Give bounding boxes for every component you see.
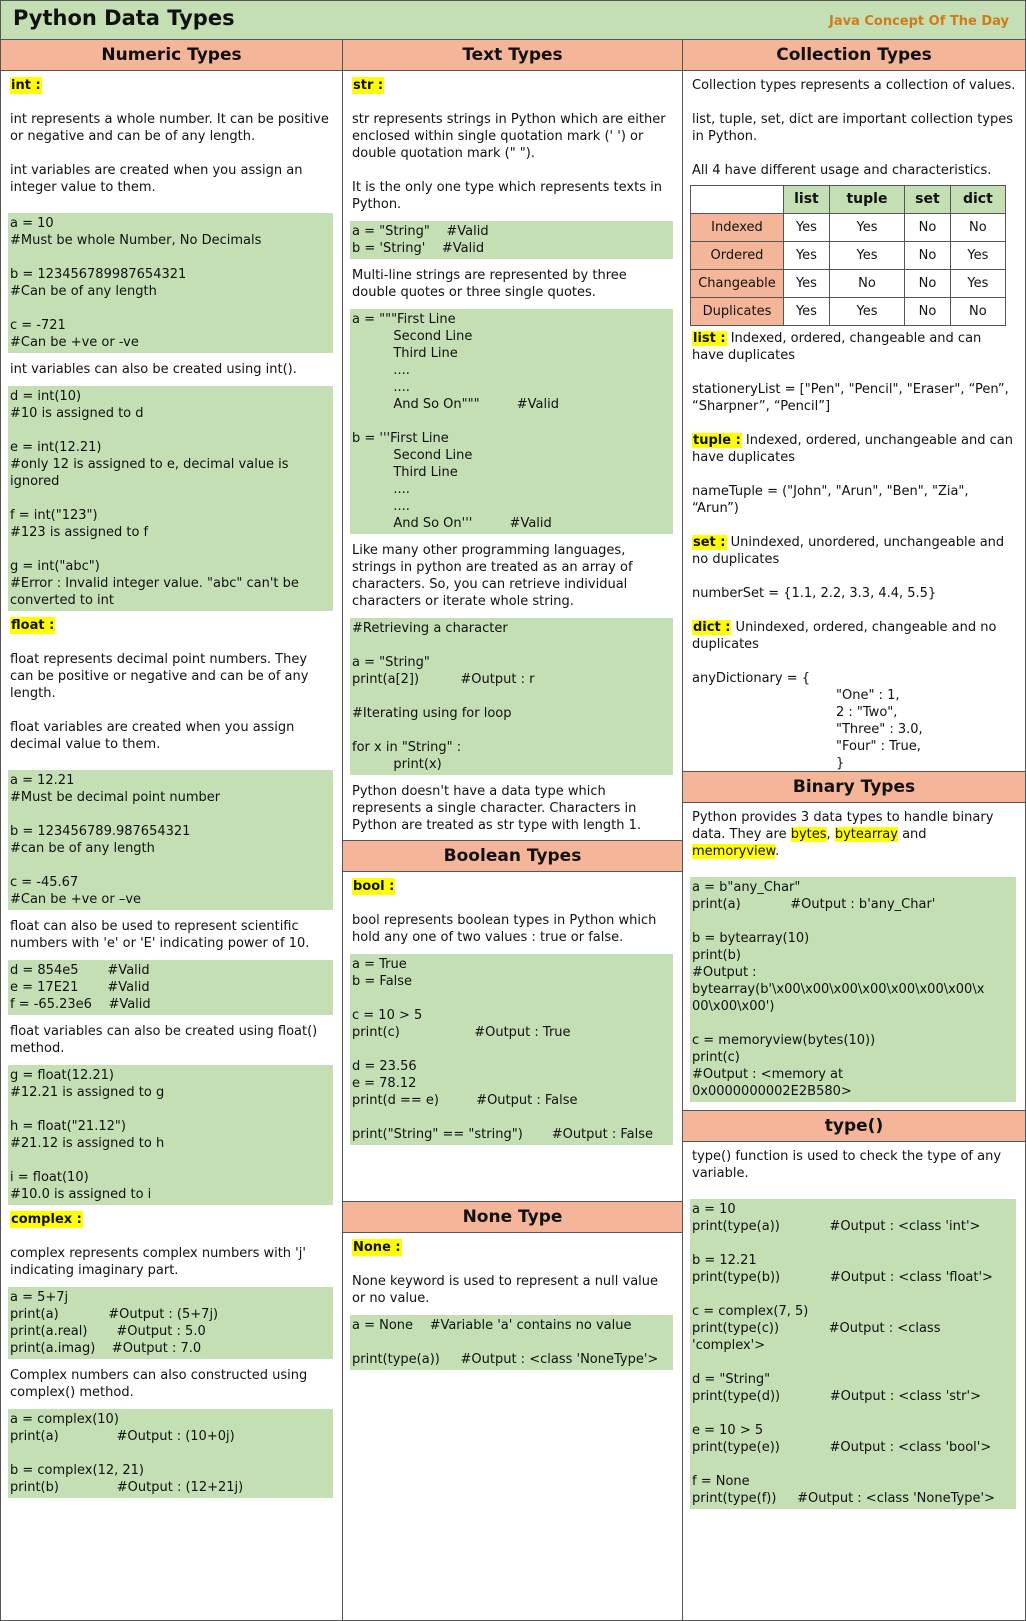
collection-types-column — [683, 40, 1025, 1620]
code-line: a = None #Variable 'a' contains no value — [352, 1318, 632, 1333]
complex-constructor-text: Complex numbers can also constructed using complex() method. — [10, 1368, 308, 1400]
collection-types-heading: Collection Types — [683, 40, 1025, 71]
code-line: d = 854e5 #Valid — [10, 963, 150, 978]
type-function-description: type() function is used to check the type of any variable. — [692, 1149, 1002, 1181]
dict-line: 2 : "Two", — [836, 705, 898, 720]
code-line — [692, 1015, 1014, 1032]
code-line — [352, 688, 671, 705]
code-line: .... — [352, 499, 410, 514]
code-line: b = 12.21 — [692, 1253, 757, 1268]
table-row — [691, 214, 1006, 242]
code-line: b = 'String' #Valid — [352, 241, 485, 256]
code-line — [352, 637, 671, 654]
table-cell: No — [905, 270, 951, 298]
code-line: #Must be whole Number, No Decimals — [10, 233, 262, 248]
bytes-highlight: bytes — [790, 827, 827, 842]
code-line: 00\x00\x00') — [692, 999, 775, 1014]
table-cell: Yes — [950, 270, 1005, 298]
none-type-heading: None Type — [343, 1201, 682, 1233]
code-line: #Iterating using for loop — [352, 706, 512, 721]
code-line: print(d == e) #Output : False — [352, 1093, 578, 1108]
str-code-block-2 — [350, 309, 673, 534]
multiline-text: Multi-line strings are represented by three double quotes or three single quotes. — [352, 268, 627, 300]
complex-code-block-1 — [8, 1287, 333, 1359]
dict-description — [692, 619, 1016, 653]
code-line: #21.12 is assigned to h — [10, 1136, 165, 1151]
code-line: print(type(b)) #Output : <class 'float'> — [692, 1270, 993, 1285]
table-cell: Yes — [829, 298, 904, 326]
int-description: int represents a whole number. It can be positive or negative and can be of any length. — [10, 112, 329, 144]
table-cell: No — [905, 242, 951, 270]
code-line: print(a) #Output : (10+0j) — [10, 1429, 235, 1444]
code-line: print(type(a)) #Output : <class 'int'> — [692, 1219, 981, 1234]
bool-code-block — [350, 954, 673, 1145]
binary-code-block — [690, 877, 1016, 1102]
code-line — [10, 1101, 331, 1118]
table-corner-cell — [691, 186, 784, 214]
binary-end: . — [775, 844, 780, 859]
code-line: .... — [352, 482, 410, 497]
collection-comparison-table — [690, 185, 1006, 326]
table-row — [691, 298, 1006, 326]
code-line: e = 17E21 #Valid — [10, 980, 150, 995]
code-line: #10.0 is assigned to i — [10, 1187, 152, 1202]
str-description: str represents strings in Python which are either enclosed within single quotation mark (' ') or double quotation mark (" "). — [352, 112, 666, 161]
table-cell: No — [905, 298, 951, 326]
float-keyword: float : — [11, 618, 55, 633]
none-code-block — [350, 1315, 673, 1370]
code-line: a = 5+7j — [10, 1290, 69, 1305]
set-description — [692, 534, 1016, 568]
float-description: float represents decimal point numbers. They can be positive or negative and can be of any length. — [10, 652, 309, 701]
code-line: d = int(10) — [10, 389, 82, 404]
str-keyword: str : — [353, 78, 384, 93]
str-char-text: Python doesn't have a data type which represents a single character. Characters in Python are treated as str type with length 1. — [352, 784, 642, 833]
collection-list-text: list, tuple, set, dict are important collection types in Python. — [692, 112, 1014, 144]
table-row — [691, 270, 1006, 298]
int-constructor-text: int variables can also be created using int(). — [10, 362, 297, 377]
int-code-block-1 — [8, 213, 333, 353]
code-line — [692, 1354, 1014, 1371]
numeric-types-heading: Numeric Types — [1, 40, 342, 71]
code-line — [352, 1109, 671, 1126]
code-line — [352, 722, 671, 739]
table-row — [691, 242, 1006, 270]
code-line: print("String" == "string") #Output : False — [352, 1127, 654, 1142]
code-line: #123 is assigned to f — [10, 525, 149, 540]
code-line: a = 10 — [692, 1202, 736, 1217]
code-line: g = float(12.21) — [10, 1068, 114, 1083]
code-line: a = b"any_Char" — [692, 880, 801, 895]
str-array-text: Like many other programming languages, strings in python are treated as an array of characters. So, you can retrieve individual characters or iterate whole string. — [352, 543, 633, 609]
code-line — [10, 422, 331, 439]
code-line: Second Line — [352, 329, 473, 344]
code-line: print(type(f)) #Output : <class 'NoneType'> — [692, 1491, 995, 1506]
table-cell: No — [905, 214, 951, 242]
code-line: a = complex(10) — [10, 1412, 119, 1427]
code-line: #Must be decimal point number — [10, 790, 221, 805]
list-example: stationeryList = ["Pen", "Pencil", "Eraser", “Pen”, “Sharpner”, “Pencil”] — [692, 382, 1009, 414]
code-line: Second Line — [352, 448, 473, 463]
code-line: print(x) — [352, 757, 442, 772]
float-code-block-1 — [8, 770, 333, 910]
set-example: numberSet = {1.1, 2.2, 3.3, 4.4, 5.5} — [692, 586, 937, 601]
code-line: a = 10 — [10, 216, 54, 231]
code-line: b = bytearray(10) — [692, 931, 810, 946]
code-line: Third Line — [352, 465, 458, 480]
dict-keyword: dict : — [693, 620, 731, 635]
code-line: f = -65.23e6 #Valid — [10, 997, 151, 1012]
page-title: Python Data Types — [13, 6, 235, 30]
dict-line: } — [836, 756, 845, 771]
row-label-ordered: Ordered — [691, 242, 784, 270]
bytearray-highlight: bytearray — [834, 827, 898, 842]
code-line: e = int(12.21) — [10, 440, 102, 455]
table-cell: Yes — [784, 242, 830, 270]
brand-label: Java Concept Of The Day — [828, 14, 1009, 29]
code-line — [352, 1041, 671, 1058]
code-line: print(type(d)) #Output : <class 'str'> — [692, 1389, 981, 1404]
code-line: i = float(10) — [10, 1170, 89, 1185]
row-label-indexed: Indexed — [691, 214, 784, 242]
tuple-keyword: tuple : — [693, 433, 741, 448]
code-line: b = '''First Line — [352, 431, 449, 446]
code-line: bytearray(b'\x00\x00\x00\x00\x00\x00\x00\x — [692, 982, 985, 997]
code-line: #Can be of any length — [10, 284, 157, 299]
code-line — [10, 1445, 331, 1462]
code-line: print(a) #Output : b'any_Char' — [692, 897, 936, 912]
code-line — [352, 413, 671, 430]
code-line: a = True — [352, 957, 407, 972]
float-creation-text: float variables are created when you assign decimal value to them. — [10, 720, 295, 752]
code-line: #Error : Invalid integer value. "abc" can't be — [10, 576, 299, 591]
code-line: g = int("abc") — [10, 559, 100, 574]
dict-line: anyDictionary = { — [692, 671, 811, 686]
code-line: d = 23.56 — [352, 1059, 417, 1074]
code-line: print(b) — [692, 948, 741, 963]
code-line: #Can be +ve or -ve — [10, 335, 139, 350]
code-line: print(a) #Output : (5+7j) — [10, 1307, 219, 1322]
table-cell: Yes — [784, 214, 830, 242]
code-line: c = complex(7, 5) — [692, 1304, 809, 1319]
int-creation-text: int variables are created when you assign an integer value to them. — [10, 163, 303, 195]
code-line: ignored — [10, 474, 60, 489]
none-keyword: None : — [353, 1240, 401, 1255]
code-line: a = """First Line — [352, 312, 456, 327]
code-line: c = -721 — [10, 318, 66, 333]
int-code-block-2 — [8, 386, 333, 611]
code-line: #12.21 is assigned to g — [10, 1085, 165, 1100]
code-line — [692, 1286, 1014, 1303]
text-types-column — [343, 40, 683, 1620]
code-line: print(a[2]) #Output : r — [352, 672, 535, 687]
code-line — [10, 1152, 331, 1169]
code-line: #Retrieving a character — [352, 621, 508, 636]
str-code-block-3 — [350, 618, 673, 775]
code-line — [692, 913, 1014, 930]
code-line: a = "String" #Valid — [352, 224, 489, 239]
memoryview-highlight: memoryview — [692, 844, 776, 859]
code-line: And So On''' #Valid — [352, 516, 552, 531]
dict-example — [692, 670, 1016, 771]
table-header-dict: dict — [950, 186, 1005, 214]
table-header-set: set — [905, 186, 951, 214]
code-line: print(type(c)) #Output : <class — [692, 1321, 941, 1336]
code-line: And So On""" #Valid — [352, 397, 559, 412]
code-line: b = False — [352, 974, 413, 989]
table-header-tuple: tuple — [829, 186, 904, 214]
int-keyword: int : — [11, 78, 41, 93]
complex-description: complex represents complex numbers with 'j' indicating imaginary part. — [10, 1246, 306, 1278]
bool-description: bool represents boolean types in Python which hold any one of two values : true or false. — [352, 913, 657, 945]
table-cell: No — [829, 270, 904, 298]
table-cell: Yes — [950, 242, 1005, 270]
title-bar — [1, 1, 1025, 40]
code-line: c = 10 > 5 — [352, 1008, 423, 1023]
code-line: Third Line — [352, 346, 458, 361]
table-cell: No — [950, 214, 1005, 242]
code-line: c = memoryview(bytes(10)) — [692, 1033, 876, 1048]
text-types-heading: Text Types — [343, 40, 682, 71]
float-scientific-text: float can also be used to represent scientific numbers with 'e' or 'E' indicating power of 10. — [10, 919, 310, 951]
code-line: #Output : — [692, 965, 757, 980]
code-line: print(c) — [692, 1050, 740, 1065]
code-line — [352, 990, 671, 1007]
binary-types-heading: Binary Types — [683, 771, 1025, 803]
dict-line: "Four" : True, — [836, 739, 921, 754]
code-line: 'complex'> — [692, 1338, 766, 1353]
code-line: a = "String" — [352, 655, 430, 670]
code-line: print(b) #Output : (12+21j) — [10, 1480, 244, 1495]
tuple-desc-text: Indexed, ordered, unchangeable and can have duplicates — [692, 433, 1013, 465]
code-line: e = 10 > 5 — [692, 1423, 764, 1438]
table-cell: Yes — [784, 298, 830, 326]
str-code-block-1 — [350, 221, 673, 259]
code-line — [10, 806, 331, 823]
list-desc-text: Indexed, ordered, changeable and can have duplicates — [692, 331, 982, 363]
code-line: f = int("123") — [10, 508, 98, 523]
str-only-text: It is the only one type which represents texts in Python. — [352, 180, 662, 212]
code-line: .... — [352, 380, 410, 395]
binary-sep: , — [826, 827, 835, 842]
collection-usage-text: All 4 have different usage and characteristics. — [692, 163, 992, 178]
code-line: b = complex(12, 21) — [10, 1463, 144, 1478]
table-cell: No — [950, 298, 1005, 326]
code-line: #Can be +ve or –ve — [10, 892, 142, 907]
binary-desc-text: Python provides 3 data types to handle binary data. They are — [692, 810, 994, 842]
numeric-types-column — [1, 40, 343, 1620]
dict-line: "One" : 1, — [836, 688, 900, 703]
none-description: None keyword is used to represent a null value or no value. — [352, 1274, 659, 1306]
code-line — [692, 1456, 1014, 1473]
float-constructor-text: float variables can also be created using float() method. — [10, 1024, 318, 1056]
code-line: #10 is assigned to d — [10, 406, 144, 421]
float-code-block-2 — [8, 960, 333, 1015]
collection-description: Collection types represents a collection of values. — [692, 78, 1016, 93]
table-header-list: list — [784, 186, 830, 214]
row-label-changeable: Changeable — [691, 270, 784, 298]
tuple-example: nameTuple = ("John", "Arun", "Ben", "Zia", “Arun”) — [692, 484, 969, 516]
code-line: #only 12 is assigned to e, decimal value is — [10, 457, 289, 472]
code-line: print(type(e)) #Output : <class 'bool'> — [692, 1440, 992, 1455]
code-line: f = None — [692, 1474, 750, 1489]
code-line — [10, 249, 331, 266]
code-line: for x in "String" : — [352, 740, 462, 755]
code-line: e = 78.12 — [352, 1076, 417, 1091]
code-line: d = "String" — [692, 1372, 771, 1387]
code-line: print(a.real) #Output : 5.0 — [10, 1324, 206, 1339]
code-line — [10, 857, 331, 874]
list-keyword: list : — [693, 331, 726, 346]
code-line: #Output : <memory at — [692, 1067, 844, 1082]
code-line — [692, 1235, 1014, 1252]
code-line: print(a.imag) #Output : 7.0 — [10, 1341, 202, 1356]
code-line — [10, 490, 331, 507]
type-function-heading: type() — [683, 1110, 1025, 1142]
dict-line: "Three" : 3.0, — [836, 722, 923, 737]
code-line: b = 123456789.987654321 — [10, 824, 191, 839]
table-cell: Yes — [829, 242, 904, 270]
code-line: #can be of any length — [10, 841, 155, 856]
bool-keyword: bool : — [353, 879, 395, 894]
code-line: h = float("21.12") — [10, 1119, 126, 1134]
code-line: print(type(a)) #Output : <class 'NoneType'> — [352, 1352, 659, 1367]
set-desc-text: Unindexed, unordered, unchangeable and no duplicates — [692, 535, 1005, 567]
tuple-description — [692, 432, 1016, 466]
type-function-code-block — [690, 1199, 1016, 1509]
table-cell: Yes — [784, 270, 830, 298]
float-code-block-3 — [8, 1065, 333, 1205]
binary-sep: and — [897, 827, 927, 842]
code-line — [352, 1334, 671, 1351]
code-line: print(c) #Output : True — [352, 1025, 571, 1040]
dict-desc-text: Unindexed, ordered, changeable and no duplicates — [692, 620, 997, 652]
code-line: 0x0000000002E2B580> — [692, 1084, 852, 1099]
set-keyword: set : — [693, 535, 726, 550]
code-line: c = -45.67 — [10, 875, 79, 890]
code-line: .... — [352, 363, 410, 378]
code-line: a = 12.21 — [10, 773, 75, 788]
table-cell: Yes — [829, 214, 904, 242]
row-label-duplicates: Duplicates — [691, 298, 784, 326]
code-line — [692, 1405, 1014, 1422]
boolean-types-heading: Boolean Types — [343, 840, 682, 872]
code-line: converted to int — [10, 593, 114, 608]
code-line: b = 123456789987654321 — [10, 267, 187, 282]
binary-description — [692, 809, 1016, 860]
code-line — [10, 300, 331, 317]
code-line — [10, 541, 331, 558]
list-description — [692, 330, 1016, 364]
complex-keyword: complex : — [11, 1212, 82, 1227]
complex-code-block-2 — [8, 1409, 333, 1498]
